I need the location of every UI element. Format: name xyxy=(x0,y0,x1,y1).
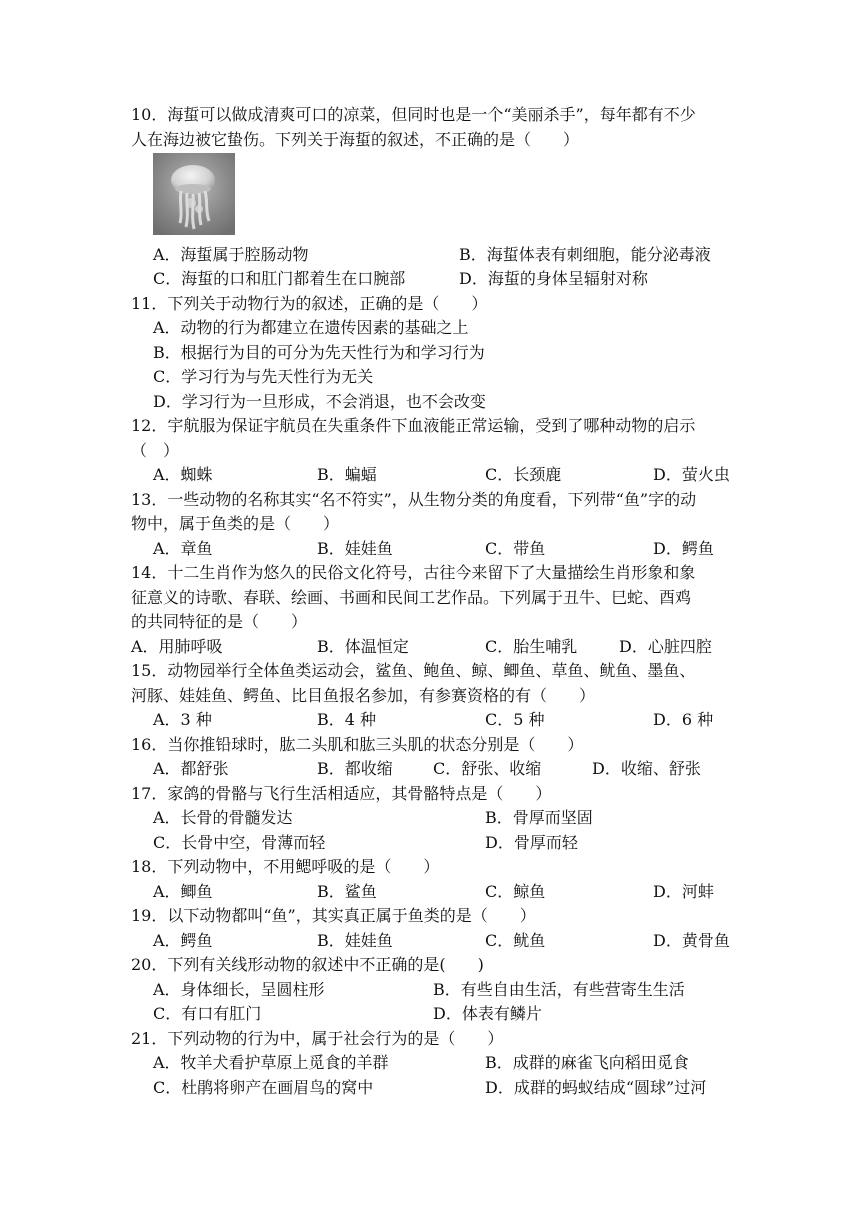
question-13-option-b: B．娃娃鱼 xyxy=(317,539,393,558)
question-10-option-a: A．海蜇属于腔肠动物 xyxy=(153,245,309,264)
question-21-stem: 21．下列动物的行为中，属于社会行为的是（ ） xyxy=(131,1029,504,1048)
question-12-option-b: B．蝙蝠 xyxy=(317,465,377,484)
question-11-option-b: B．根据行为目的可分为先天性行为和学习行为 xyxy=(153,343,485,362)
question-12-stem-line-2: （ ） xyxy=(131,441,180,460)
question-18-option-c: C．鲸鱼 xyxy=(485,882,546,901)
question-16-option-d: D．收缩、舒张 xyxy=(592,759,701,778)
question-11-option-a: A．动物的行为都建立在遗传因素的基础之上 xyxy=(153,318,469,337)
question-15-stem-line-1: 15．动物园举行全体鱼类运动会，鲨鱼、鲍鱼、鲸、鲫鱼、草鱼、鱿鱼、墨鱼、 xyxy=(131,661,696,680)
jellyfish-photo xyxy=(153,153,235,235)
question-20-option-c: C．有口有肛门 xyxy=(153,1004,262,1023)
question-17-option-a: A．长骨的骨髓发达 xyxy=(153,808,293,827)
question-21-option-a: A．牧羊犬看护草原上觅食的羊群 xyxy=(153,1053,389,1072)
question-14-option-d: D．心脏四腔 xyxy=(619,637,712,656)
question-14-option-b: B．体温恒定 xyxy=(317,637,409,656)
question-21-option-b: B．成群的麻雀飞向稻田觅食 xyxy=(485,1053,689,1072)
question-12-stem-line-1: 12．宇航服为保证宇航员在失重条件下血液能正常运输，受到了哪种动物的启示 xyxy=(131,416,696,435)
question-13-option-a: A．章鱼 xyxy=(153,539,213,558)
question-16-stem: 16．当你推铅球时，肱二头肌和肱三头肌的状态分别是（ ） xyxy=(131,735,584,754)
question-18-option-d: D．河蚌 xyxy=(653,882,714,901)
question-14-option-c: C．胎生哺乳 xyxy=(485,637,578,656)
question-10-option-d: D．海蜇的身体呈辐射对称 xyxy=(459,269,648,288)
question-17-option-d: D．骨厚而轻 xyxy=(485,833,578,852)
question-13-stem-line-2: 物中，属于鱼类的是（ ） xyxy=(131,514,340,533)
question-16-option-c: C．舒张、收缩 xyxy=(433,759,542,778)
question-20-option-a: A．身体细长，呈圆柱形 xyxy=(153,980,325,999)
question-19-option-a: A．鳄鱼 xyxy=(153,931,213,950)
question-21-option-c: C．杜鹃将卵产在画眉鸟的窝中 xyxy=(153,1078,374,1097)
question-10-stem-line-1: 10．海蜇可以做成清爽可口的凉菜，但同时也是一个“美丽杀手”，每年都有不少 xyxy=(131,105,696,124)
question-14-stem-line-2: 征意义的诗歌、春联、绘画、书画和民间工艺作品。下列属于丑牛、巳蛇、酉鸡 xyxy=(131,588,692,607)
question-13-option-d: D．鳄鱼 xyxy=(653,539,714,558)
question-11-option-c: C．学习行为与先天性行为无关 xyxy=(153,367,374,386)
question-16-option-b: B．都收缩 xyxy=(317,759,393,778)
question-14-option-a: A．用肺呼吸 xyxy=(131,637,223,656)
question-13-stem-line-1: 13．一些动物的名称其实“名不符实”，从生物分类的角度看，下列带“鱼”字的动 xyxy=(131,490,697,509)
question-11-stem: 11．下列关于动物行为的叙述，正确的是（ ） xyxy=(131,294,488,313)
question-19-option-c: C．鱿鱼 xyxy=(485,931,546,950)
question-12-option-a: A．蜘蛛 xyxy=(153,465,213,484)
question-15-option-c: C．5 种 xyxy=(485,710,545,729)
question-18-option-a: A．鲫鱼 xyxy=(153,882,213,901)
question-10-stem-line-2: 人在海边被它蛰伤。下列关于海蜇的叙述，不正确的是（ ） xyxy=(131,130,580,149)
question-12-option-c: C．长颈鹿 xyxy=(485,465,562,484)
question-20-option-d: D．体表有鳞片 xyxy=(433,1004,542,1023)
question-17-stem: 17．家鸽的骨骼与飞行生活相适应，其骨骼特点是（ ） xyxy=(131,784,552,803)
question-17-option-c: C．长骨中空，骨薄而轻 xyxy=(153,833,326,852)
question-11-option-d: D．学习行为一旦形成，不会消退，也不会改变 xyxy=(153,392,486,411)
question-15-stem-line-2: 河豚、娃娃鱼、鳄鱼、比目鱼报名参加，有参赛资格的有（ ） xyxy=(131,686,596,705)
question-16-option-a: A．都舒张 xyxy=(153,759,229,778)
question-18-option-b: B．鲨鱼 xyxy=(317,882,377,901)
question-13-option-c: C．带鱼 xyxy=(485,539,546,558)
question-12-option-d: D．萤火虫 xyxy=(653,465,730,484)
question-14-stem-line-3: 的共同特征的是（ ） xyxy=(131,612,308,631)
question-20-stem: 20．下列有关线形动物的叙述中不正确的是( ) xyxy=(131,955,484,974)
question-19-option-d: D．黄骨鱼 xyxy=(653,931,730,950)
question-19-option-b: B．娃娃鱼 xyxy=(317,931,393,950)
question-20-option-b: B．有些自由生活，有些营寄生生活 xyxy=(433,980,685,999)
question-15-option-d: D．6 种 xyxy=(653,710,714,729)
question-14-stem-line-1: 14．十二生肖作为悠久的民俗文化符号，古往今来留下了大量描绘生肖形象和象 xyxy=(131,563,696,582)
question-15-option-a: A．3 种 xyxy=(153,710,212,729)
question-10-option-b: B．海蜇体表有刺细胞，能分泌毒液 xyxy=(459,245,711,264)
question-17-option-b: B．骨厚而坚固 xyxy=(485,808,593,827)
question-15-option-b: B．4 种 xyxy=(317,710,377,729)
question-19-stem: 19．以下动物都叫“鱼”，其实真正属于鱼类的是（ ） xyxy=(131,906,536,925)
question-21-option-d: D．成群的蚂蚁结成“圆球”过河 xyxy=(485,1078,707,1097)
question-10-option-c: C．海蜇的口和肛门都着生在口腕部 xyxy=(153,269,406,288)
question-18-stem: 18．下列动物中，不用鳃呼吸的是（ ） xyxy=(131,857,440,876)
